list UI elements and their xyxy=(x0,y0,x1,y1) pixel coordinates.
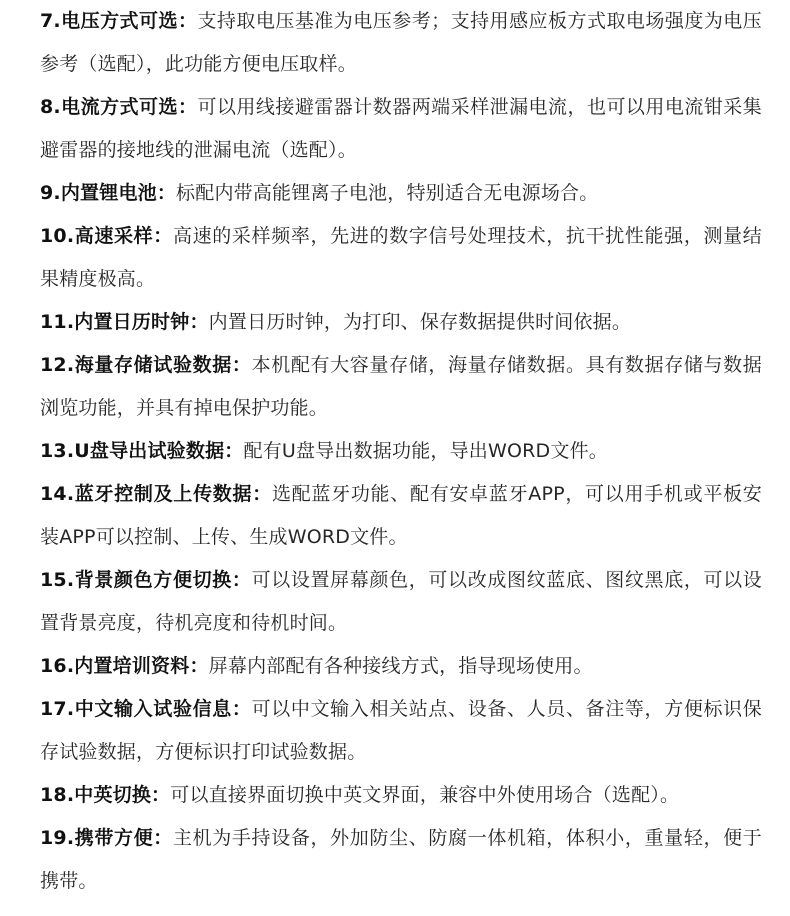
feature-item-8 xyxy=(40,86,762,172)
feature-text: 选配蓝牙功能、配有安卓蓝牙APP，可以用手机或平板安装APP可以控制、上传、生成WORD文件。 xyxy=(40,483,762,548)
feature-title: 18.中英切换： xyxy=(40,784,171,806)
feature-item-15 xyxy=(40,559,762,645)
feature-item-9 xyxy=(40,172,762,215)
feature-title: 15.背景颜色方便切换： xyxy=(40,569,252,591)
feature-item-10 xyxy=(40,215,762,301)
feature-title: 11.内置日历时钟： xyxy=(40,311,209,333)
feature-item-13 xyxy=(40,430,762,473)
feature-item-18 xyxy=(40,774,762,817)
feature-item-14 xyxy=(40,473,762,559)
feature-item-11 xyxy=(40,301,762,344)
feature-item-17 xyxy=(40,688,762,774)
feature-title: 12.海量存储试验数据： xyxy=(40,354,252,376)
feature-text: 屏幕内部配有各种接线方式，指导现场使用。 xyxy=(208,655,593,677)
feature-title: 17.中文输入试验信息： xyxy=(40,698,252,720)
feature-text: 高速的采样频率，先进的数字信号处理技术，抗干扰性能强，测量结果精度极高。 xyxy=(40,225,762,290)
feature-title: 13.U盘导出试验数据： xyxy=(40,440,244,462)
feature-text: 可以设置屏幕颜色，可以改成图纹蓝底、图纹黑底，可以设置背景亮度，待机亮度和待机时间。 xyxy=(40,569,763,634)
feature-text: 本机配有大容量存储，海量存储数据。具有数据存储与数据浏览功能，并具有掉电保护功能。 xyxy=(40,354,763,419)
feature-title: 14.蓝牙控制及上传数据： xyxy=(40,483,272,505)
feature-item-19 xyxy=(40,817,762,903)
feature-item-7 xyxy=(40,0,762,86)
feature-title: 19.携带方便： xyxy=(40,827,173,849)
feature-list xyxy=(40,0,762,903)
feature-text: 支持取电压基准为电压参考；支持用感应板方式取电场强度为电压参考（选配），此功能方便电压取样。 xyxy=(40,10,762,75)
feature-text: 配有U盘导出数据功能，导出WORD文件。 xyxy=(243,440,608,462)
feature-title: 9.内置锂电池： xyxy=(40,182,177,204)
feature-text: 主机为手持设备，外加防尘、防腐一体机箱，体积小，重量轻，便于携带。 xyxy=(40,827,762,892)
feature-text: 可以中文输入相关站点、设备、人员、备注等，方便标识保存试验数据，方便标识打印试验数据。 xyxy=(40,698,763,763)
feature-title: 16.内置培训资料： xyxy=(40,655,209,677)
feature-title: 10.高速采样： xyxy=(40,225,173,247)
feature-text: 内置日历时钟，为打印、保存数据提供时间依据。 xyxy=(208,311,632,333)
feature-item-16 xyxy=(40,645,762,688)
feature-title: 7.电压方式可选： xyxy=(40,10,198,32)
feature-text: 可以用线接避雷器计数器两端采样泄漏电流，也可以用电流钳采集避雷器的接地线的泄漏电流（选配）。 xyxy=(40,96,762,161)
feature-text: 可以直接界面切换中英文界面，兼容中外使用场合（选配）。 xyxy=(170,784,680,806)
feature-item-12 xyxy=(40,344,762,430)
feature-text: 标配内带高能锂离子电池，特别适合无电源场合。 xyxy=(176,182,599,204)
feature-title: 8.电流方式可选： xyxy=(40,96,198,118)
